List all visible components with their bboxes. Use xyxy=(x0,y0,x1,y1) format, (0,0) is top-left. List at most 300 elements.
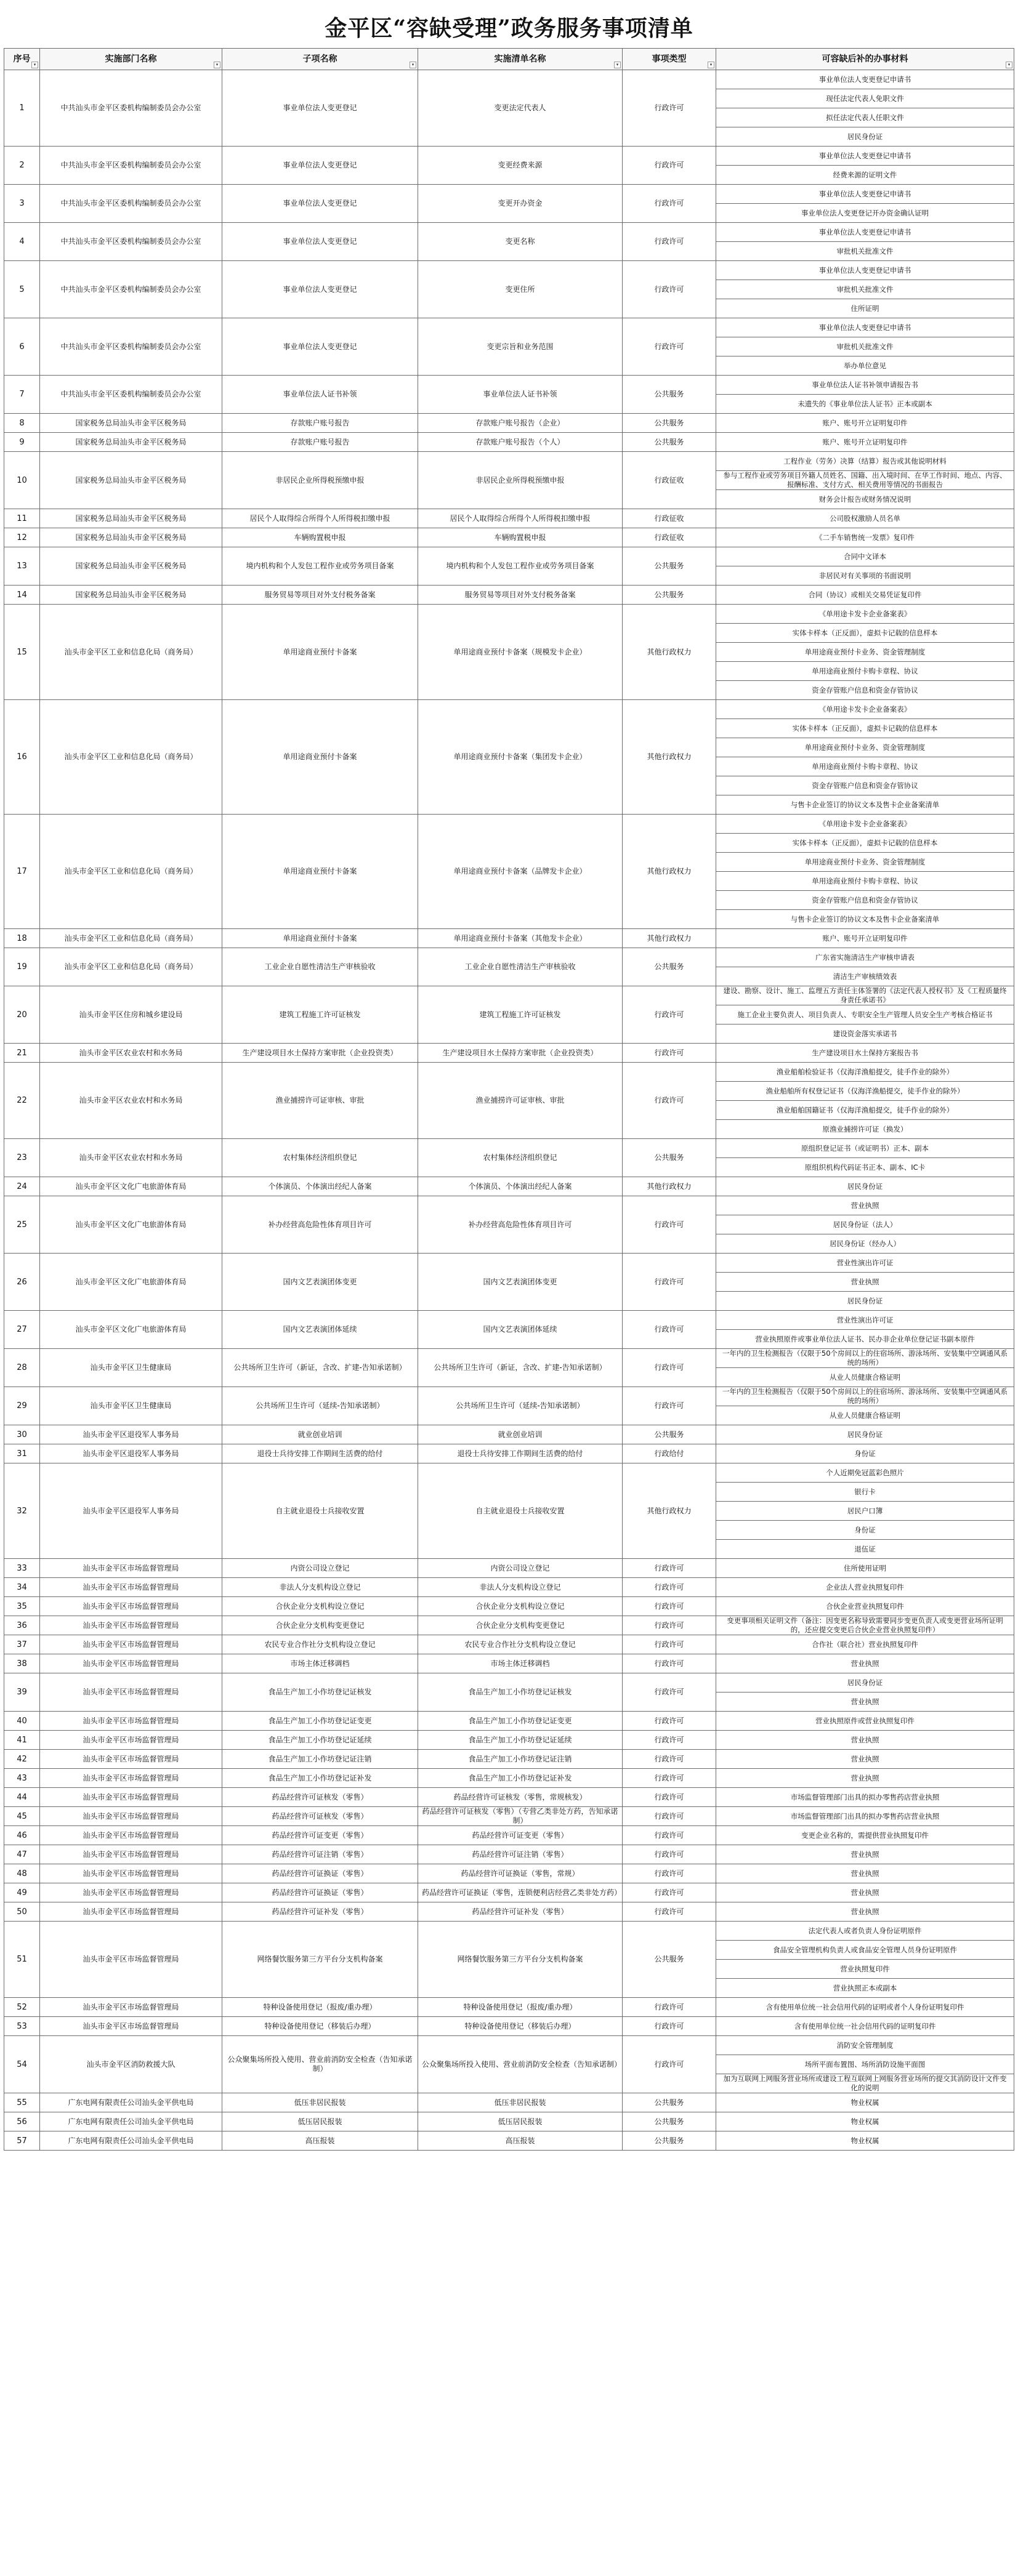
row-material: 财务会计报告或财务情况说明 xyxy=(716,490,1014,509)
row-material: 《单用途卡发卡企业备案表》 xyxy=(716,605,1014,624)
row-department: 国家税务总局汕头市金平区税务局 xyxy=(40,509,222,528)
row-seq: 54 xyxy=(4,2036,40,2093)
row-material: 实体卡样本（正反面），虚拟卡记载的信息样本 xyxy=(716,834,1014,853)
row-type: 行政许可 xyxy=(623,1196,716,1254)
table-row xyxy=(4,1196,1014,1215)
row-sub-item: 存款账户账号报告 xyxy=(222,414,418,433)
table-row xyxy=(4,1578,1014,1597)
table-row xyxy=(4,1654,1014,1673)
row-department: 汕头市金平区市场监督管理局 xyxy=(40,1635,222,1654)
row-list-item: 单用途商业预付卡备案（品牌发卡企业） xyxy=(418,815,623,929)
row-sub-item: 食品生产加工小作坊登记证变更 xyxy=(222,1712,418,1731)
row-type: 公共服务 xyxy=(623,1922,716,1998)
row-type: 其他行政权力 xyxy=(623,605,716,700)
row-department: 广东电网有限责任公司汕头金平供电局 xyxy=(40,2112,222,2131)
row-sub-item: 事业单位法人变更登记 xyxy=(222,261,418,318)
row-seq: 49 xyxy=(4,1883,40,1902)
row-seq: 41 xyxy=(4,1731,40,1750)
table-row xyxy=(4,1883,1014,1902)
row-material: 审批机关批准文件 xyxy=(716,242,1014,261)
row-sub-item: 药品经营许可证换证（零售） xyxy=(222,1864,418,1883)
table-row xyxy=(4,2131,1014,2151)
row-type: 行政许可 xyxy=(623,1864,716,1883)
row-material: 单用途商业预付卡业务、资金管理制度 xyxy=(716,738,1014,757)
row-material: 合伙企业营业执照复印件 xyxy=(716,1597,1014,1616)
row-sub-item: 退役士兵待安排工作期间生活费的给付 xyxy=(222,1444,418,1463)
row-sub-item: 合伙企业分支机构设立登记 xyxy=(222,1597,418,1616)
row-department: 汕头市金平区工业和信息化局（商务局） xyxy=(40,929,222,948)
row-list-item: 食品生产加工小作坊登记证延续 xyxy=(418,1731,623,1750)
row-material: 营业执照正本或副本 xyxy=(716,1979,1014,1998)
row-sub-item: 食品生产加工小作坊登记证补发 xyxy=(222,1769,418,1788)
row-list-item: 建筑工程施工许可证核发 xyxy=(418,986,623,1044)
row-sub-item: 食品生产加工小作坊登记证注销 xyxy=(222,1750,418,1769)
row-sub-item: 药品经营许可证核发（零售） xyxy=(222,1807,418,1826)
row-seq: 46 xyxy=(4,1826,40,1845)
row-material: 审批机关批准文件 xyxy=(716,337,1014,356)
row-material: 单用途商业预付卡购卡章程、协议 xyxy=(716,872,1014,891)
row-type: 行政征收 xyxy=(623,509,716,528)
row-type: 行政许可 xyxy=(623,1559,716,1578)
table-row xyxy=(4,528,1014,547)
row-seq: 19 xyxy=(4,948,40,986)
filter-dropdown-icon[interactable]: ▾ xyxy=(31,62,38,68)
row-material: 《单用途卡发卡企业备案表》 xyxy=(716,700,1014,719)
row-type: 公共服务 xyxy=(623,2112,716,2131)
filter-dropdown-icon[interactable]: ▾ xyxy=(410,62,416,68)
row-material: 含有使用单位统一社会信用代码的证明复印件 xyxy=(716,2017,1014,2036)
table-row xyxy=(4,1750,1014,1769)
row-material: 经费来源的证明文件 xyxy=(716,166,1014,185)
row-seq: 55 xyxy=(4,2093,40,2112)
row-material: 营业执照 xyxy=(716,1845,1014,1864)
row-material: 居民身份证 xyxy=(716,1177,1014,1196)
row-sub-item: 低压非居民报装 xyxy=(222,2093,418,2112)
row-type: 行政许可 xyxy=(623,261,716,318)
row-type: 公共服务 xyxy=(623,1425,716,1444)
row-material: 资金存管账户信息和资金存管协议 xyxy=(716,681,1014,700)
row-list-item: 国内文艺表演团体延续 xyxy=(418,1311,623,1349)
row-sub-item: 事业单位法人变更登记 xyxy=(222,185,418,223)
row-department: 国家税务总局汕头市金平区税务局 xyxy=(40,586,222,605)
row-type: 行政许可 xyxy=(623,185,716,223)
row-material: 营业执照 xyxy=(716,1883,1014,1902)
row-department: 中共汕头市金平区委机构编制委员会办公室 xyxy=(40,261,222,318)
header-department: 实施部门名称 ▾ xyxy=(40,49,222,70)
row-seq: 44 xyxy=(4,1788,40,1807)
row-material: 法定代表人或者负责人身份证明原件 xyxy=(716,1922,1014,1941)
row-seq: 27 xyxy=(4,1311,40,1349)
row-seq: 53 xyxy=(4,2017,40,2036)
row-list-item: 补办经营高危险性体育项目许可 xyxy=(418,1196,623,1254)
row-seq: 1 xyxy=(4,70,40,147)
row-list-item: 特种设备使用登记（移装后办理） xyxy=(418,2017,623,2036)
row-list-item: 合伙企业分支机构变更登记 xyxy=(418,1616,623,1635)
row-seq: 8 xyxy=(4,414,40,433)
table-row xyxy=(4,586,1014,605)
row-list-item: 低压居民报装 xyxy=(418,2112,623,2131)
row-department: 汕头市金平区市场监督管理局 xyxy=(40,1731,222,1750)
row-material: 单用途商业预付卡业务、资金管理制度 xyxy=(716,853,1014,872)
row-sub-item: 国内文艺表演团体延续 xyxy=(222,1311,418,1349)
row-seq: 22 xyxy=(4,1063,40,1139)
row-material: 退伍证 xyxy=(716,1540,1014,1559)
row-material: 居民户口簿 xyxy=(716,1502,1014,1521)
row-seq: 4 xyxy=(4,223,40,261)
row-type: 行政许可 xyxy=(623,2036,716,2093)
row-department: 汕头市金平区退役军人事务局 xyxy=(40,1463,222,1559)
row-seq: 56 xyxy=(4,2112,40,2131)
row-department: 国家税务总局汕头市金平区税务局 xyxy=(40,414,222,433)
row-sub-item: 事业单位法人变更登记 xyxy=(222,70,418,147)
row-seq: 12 xyxy=(4,528,40,547)
row-seq: 6 xyxy=(4,318,40,376)
row-material: 加为互联网上网服务营业场所或建设工程互联网上网服务营业场所的提交其消防设计文件变化的说明 xyxy=(716,2074,1014,2093)
row-department: 汕头市金平区市场监督管理局 xyxy=(40,1883,222,1902)
row-material: 合作社（联合社）营业执照复印件 xyxy=(716,1635,1014,1654)
row-material: 物业权属 xyxy=(716,2131,1014,2151)
row-material: 资金存管账户信息和资金存管协议 xyxy=(716,891,1014,910)
row-department: 汕头市金平区市场监督管理局 xyxy=(40,1673,222,1712)
row-material: 广东省实施清洁生产审核申请表 xyxy=(716,948,1014,967)
row-material: 事业单位法人变更登记申请书 xyxy=(716,318,1014,337)
row-list-item: 高压报装 xyxy=(418,2131,623,2151)
row-list-item: 生产建设项目水土保持方案审批（企业投资类） xyxy=(418,1044,623,1063)
row-list-item: 食品生产加工小作坊登记证补发 xyxy=(418,1769,623,1788)
header-sub-item: 子项名称 ▾ xyxy=(222,49,418,70)
table-row xyxy=(4,70,1014,89)
row-type: 行政许可 xyxy=(623,1597,716,1616)
row-department: 汕头市金平区市场监督管理局 xyxy=(40,1807,222,1826)
row-type: 行政许可 xyxy=(623,1673,716,1712)
row-material: 营业执照 xyxy=(716,1273,1014,1292)
row-sub-item: 事业单位法人变更登记 xyxy=(222,318,418,376)
table-row xyxy=(4,986,1014,1005)
row-material: 账户、账号开立证明复印件 xyxy=(716,433,1014,452)
row-list-item: 低压非居民报装 xyxy=(418,2093,623,2112)
row-type: 行政许可 xyxy=(623,1826,716,1845)
row-list-item: 自主就业退役士兵接收安置 xyxy=(418,1463,623,1559)
row-material: 单用途商业预付卡业务、资金管理制度 xyxy=(716,643,1014,662)
row-material: 营业执照 xyxy=(716,1750,1014,1769)
row-sub-item: 药品经营许可证变更（零售） xyxy=(222,1826,418,1845)
table-row xyxy=(4,2036,1014,2055)
table-row xyxy=(4,1712,1014,1731)
row-list-item: 内资公司设立登记 xyxy=(418,1559,623,1578)
row-sub-item: 事业单位法人变更登记 xyxy=(222,147,418,185)
row-seq: 34 xyxy=(4,1578,40,1597)
row-department: 汕头市金平区农业农村和水务局 xyxy=(40,1044,222,1063)
table-row xyxy=(4,1349,1014,1368)
table-row xyxy=(4,929,1014,948)
row-seq: 20 xyxy=(4,986,40,1044)
row-department: 汕头市金平区工业和信息化局（商务局） xyxy=(40,700,222,815)
row-seq: 25 xyxy=(4,1196,40,1254)
row-material: 事业单位法人变更登记申请书 xyxy=(716,147,1014,166)
row-material: 《单用途卡发卡企业备案表》 xyxy=(716,815,1014,834)
row-sub-item: 网络餐饮服务第三方平台分支机构备案 xyxy=(222,1922,418,1998)
row-seq: 33 xyxy=(4,1559,40,1578)
row-sub-item: 合伙企业分支机构变更登记 xyxy=(222,1616,418,1635)
row-department: 汕头市金平区文化广电旅游体育局 xyxy=(40,1254,222,1311)
table-row xyxy=(4,1311,1014,1330)
row-sub-item: 公共场所卫生许可（新证，含改、扩建-告知承诺制） xyxy=(222,1349,418,1387)
row-sub-item: 居民个人取得综合所得个人所得税扣缴申报 xyxy=(222,509,418,528)
row-material: 企业法人营业执照复印件 xyxy=(716,1578,1014,1597)
row-type: 公共服务 xyxy=(623,376,716,414)
row-list-item: 特种设备使用登记（报废/重办理） xyxy=(418,1998,623,2017)
row-material: 渔业船舶所有权登记证书（仅海洋渔船提交，徒手作业的除外） xyxy=(716,1082,1014,1101)
row-seq: 43 xyxy=(4,1769,40,1788)
row-seq: 57 xyxy=(4,2131,40,2151)
table-row xyxy=(4,261,1014,280)
row-sub-item: 车辆购置税申报 xyxy=(222,528,418,547)
row-sub-item: 单用途商业预付卡备案 xyxy=(222,700,418,815)
row-material: 物业权属 xyxy=(716,2093,1014,2112)
row-material: 参与工程作业或劳务项目外籍人员姓名、国籍、出入境时间、在华工作时间、地点、内容、报酬标准、支付方式、相关费用等情况的书面报告 xyxy=(716,471,1014,490)
row-list-item: 药品经营许可证变更（零售） xyxy=(418,1826,623,1845)
row-type: 行政许可 xyxy=(623,1845,716,1864)
row-seq: 48 xyxy=(4,1864,40,1883)
table-row xyxy=(4,318,1014,337)
row-sub-item: 公共场所卫生许可（延续-告知承诺制） xyxy=(222,1387,418,1425)
row-type: 行政许可 xyxy=(623,1063,716,1139)
row-list-item: 药品经营许可证核发（零售）（专营乙类非处方药，告知承诺制） xyxy=(418,1807,623,1826)
row-material: 单用途商业预付卡购卡章程、协议 xyxy=(716,757,1014,776)
row-department: 国家税务总局汕头市金平区税务局 xyxy=(40,528,222,547)
row-sub-item: 农村集体经济组织登记 xyxy=(222,1139,418,1177)
row-sub-item: 个体演员、个体演出经纪人备案 xyxy=(222,1177,418,1196)
row-seq: 40 xyxy=(4,1712,40,1731)
row-type: 行政许可 xyxy=(623,1807,716,1826)
row-type: 公共服务 xyxy=(623,2093,716,2112)
row-material: 居民身份证 xyxy=(716,127,1014,147)
row-sub-item: 生产建设项目水土保持方案审批（企业投资类） xyxy=(222,1044,418,1063)
row-list-item: 网络餐饮服务第三方平台分支机构备案 xyxy=(418,1922,623,1998)
table-row xyxy=(4,2093,1014,2112)
row-department: 汕头市金平区市场监督管理局 xyxy=(40,1559,222,1578)
row-material: 原渔业捕捞许可证（换发） xyxy=(716,1120,1014,1139)
row-department: 汕头市金平区农业农村和水务局 xyxy=(40,1139,222,1177)
row-material: 事业单位法人变更登记申请书 xyxy=(716,223,1014,242)
row-material: 营业执照原件或营业执照复印件 xyxy=(716,1712,1014,1731)
row-material: 实体卡样本（正反面），虚拟卡记载的信息样本 xyxy=(716,624,1014,643)
row-list-item: 就业创业培训 xyxy=(418,1425,623,1444)
row-list-item: 单用途商业预付卡备案（其他发卡企业） xyxy=(418,929,623,948)
row-list-item: 单用途商业预付卡备案（规模发卡企业） xyxy=(418,605,623,700)
filter-dropdown-icon[interactable]: ▾ xyxy=(708,62,714,68)
row-material: 场所平面布置图、场所消防设施平面图 xyxy=(716,2055,1014,2074)
row-type: 行政许可 xyxy=(623,1387,716,1425)
row-material: 账户、账号开立证明复印件 xyxy=(716,929,1014,948)
row-material: 从业人员健康合格证明 xyxy=(716,1406,1014,1425)
row-material: 建设、勘察、设计、施工、监理五方责任主体签署的《法定代表人授权书》及《工程质量终身责任承诺书》 xyxy=(716,986,1014,1005)
row-material: 居民身份证 xyxy=(716,1673,1014,1693)
row-material: 食品安全管理机构负责人或食品安全管理人员身份证明原件 xyxy=(716,1941,1014,1960)
row-sub-item: 药品经营许可证注销（零售） xyxy=(222,1845,418,1864)
row-seq: 52 xyxy=(4,1998,40,2017)
row-type: 行政许可 xyxy=(623,1883,716,1902)
row-sub-item: 农民专业合作社分支机构设立登记 xyxy=(222,1635,418,1654)
row-material: 一年内的卫生检测报告（仅限于50个房间以上的住宿场所、游泳场所、安装集中空调通风系统的场所） xyxy=(716,1387,1014,1406)
row-material: 与售卡企业签订的协议文本及售卡企业备案清单 xyxy=(716,910,1014,929)
row-material: 与售卡企业签订的协议文本及售卡企业备案清单 xyxy=(716,795,1014,815)
row-list-item: 退役士兵待安排工作期间生活费的给付 xyxy=(418,1444,623,1463)
row-sub-item: 单用途商业预付卡备案 xyxy=(222,815,418,929)
row-list-item: 个体演员、个体演出经纪人备案 xyxy=(418,1177,623,1196)
filter-dropdown-icon[interactable]: ▾ xyxy=(614,62,621,68)
row-type: 行政征收 xyxy=(623,528,716,547)
table-row xyxy=(4,1807,1014,1826)
row-seq: 28 xyxy=(4,1349,40,1387)
filter-dropdown-icon[interactable]: ▾ xyxy=(1006,62,1012,68)
row-material: 居民身份证 xyxy=(716,1292,1014,1311)
row-department: 中共汕头市金平区委机构编制委员会办公室 xyxy=(40,318,222,376)
row-department: 国家税务总局汕头市金平区税务局 xyxy=(40,433,222,452)
row-material: 生产建设项目水土保持方案报告书 xyxy=(716,1044,1014,1063)
table-row xyxy=(4,1635,1014,1654)
row-material: 公司股权激励人员名单 xyxy=(716,509,1014,528)
header-type: 事项类型 ▾ xyxy=(623,49,716,70)
row-material: 营业执照 xyxy=(716,1693,1014,1712)
table-row xyxy=(4,1826,1014,1845)
row-material: 含有使用单位统一社会信用代码的证明或者个人身份证明复印件 xyxy=(716,1998,1014,2017)
row-department: 汕头市金平区市场监督管理局 xyxy=(40,1864,222,1883)
table-row xyxy=(4,1902,1014,1922)
row-list-item: 非居民企业所得税预缴申报 xyxy=(418,452,623,509)
row-material: 居民身份证（法人） xyxy=(716,1215,1014,1234)
row-material: 合同中文译本 xyxy=(716,547,1014,566)
row-type: 其他行政权力 xyxy=(623,1463,716,1559)
row-sub-item: 事业单位法人变更登记 xyxy=(222,223,418,261)
row-type: 行政征收 xyxy=(623,452,716,509)
row-material: 未遗失的《事业单位法人证书》正本或副本 xyxy=(716,395,1014,414)
row-sub-item: 特种设备使用登记（移装后办理） xyxy=(222,2017,418,2036)
row-seq: 42 xyxy=(4,1750,40,1769)
row-seq: 26 xyxy=(4,1254,40,1311)
table-row xyxy=(4,1254,1014,1273)
table-row xyxy=(4,509,1014,528)
row-material: 营业执照复印件 xyxy=(716,1960,1014,1979)
row-list-item: 药品经营许可证补发（零售） xyxy=(418,1902,623,1922)
row-list-item: 食品生产加工小作坊登记证变更 xyxy=(418,1712,623,1731)
row-seq: 35 xyxy=(4,1597,40,1616)
row-department: 汕头市金平区市场监督管理局 xyxy=(40,1998,222,2017)
row-list-item: 境内机构和个人发包工程作业或劳务项目备案 xyxy=(418,547,623,586)
row-sub-item: 建筑工程施工许可证核发 xyxy=(222,986,418,1044)
row-list-item: 食品生产加工小作坊登记证注销 xyxy=(418,1750,623,1769)
row-seq: 2 xyxy=(4,147,40,185)
row-material: 营业性演出许可证 xyxy=(716,1311,1014,1330)
table-row xyxy=(4,433,1014,452)
row-material: 消防安全管理制度 xyxy=(716,2036,1014,2055)
row-department: 汕头市金平区卫生健康局 xyxy=(40,1349,222,1387)
row-material: 《二手车销售统一发票》复印件 xyxy=(716,528,1014,547)
row-list-item: 药品经营许可证换证（零售，连锁便利店经营乙类非处方药） xyxy=(418,1883,623,1902)
row-type: 行政许可 xyxy=(623,1044,716,1063)
row-type: 行政许可 xyxy=(623,1750,716,1769)
row-type: 行政许可 xyxy=(623,1788,716,1807)
row-list-item: 公众聚集场所投入使用、营业前消防安全检查（告知承诺制） xyxy=(418,2036,623,2093)
row-list-item: 农村集体经济组织登记 xyxy=(418,1139,623,1177)
row-material: 施工企业主要负责人、项目负责人、专职安全生产管理人员安全生产考核合格证书 xyxy=(716,1005,1014,1024)
row-type: 行政许可 xyxy=(623,1578,716,1597)
row-material: 渔业船舶检验证书（仅海洋渔船提交，徒手作业的除外） xyxy=(716,1063,1014,1082)
service-table xyxy=(4,48,1014,2151)
table-row xyxy=(4,1998,1014,2017)
row-department: 汕头市金平区市场监督管理局 xyxy=(40,1788,222,1807)
row-list-item: 合伙企业分支机构设立登记 xyxy=(418,1597,623,1616)
table-row xyxy=(4,605,1014,624)
header-list-item: 实施清单名称 ▾ xyxy=(418,49,623,70)
table-row xyxy=(4,1463,1014,1483)
table-row xyxy=(4,1177,1014,1196)
table-row xyxy=(4,1845,1014,1864)
table-row xyxy=(4,1063,1014,1082)
table-row xyxy=(4,1673,1014,1693)
row-type: 公共服务 xyxy=(623,433,716,452)
row-department: 国家税务总局汕头市金平区税务局 xyxy=(40,452,222,509)
row-type: 行政许可 xyxy=(623,1902,716,1922)
row-list-item: 农民专业合作社分支机构设立登记 xyxy=(418,1635,623,1654)
row-type: 其他行政权力 xyxy=(623,700,716,815)
row-material: 营业执照 xyxy=(716,1654,1014,1673)
row-material: 非居民对有关事项的书面说明 xyxy=(716,566,1014,586)
row-material: 住所证明 xyxy=(716,299,1014,318)
row-material: 账户、账号开立证明复印件 xyxy=(716,414,1014,433)
row-sub-item: 补办经营高危险性体育项目许可 xyxy=(222,1196,418,1254)
row-seq: 21 xyxy=(4,1044,40,1063)
row-type: 行政给付 xyxy=(623,1444,716,1463)
row-sub-item: 药品经营许可证换证（零售） xyxy=(222,1883,418,1902)
table-row xyxy=(4,1559,1014,1578)
row-material: 营业执照 xyxy=(716,1902,1014,1922)
row-department: 汕头市金平区消防救援大队 xyxy=(40,2036,222,2093)
row-department: 汕头市金平区市场监督管理局 xyxy=(40,1902,222,1922)
row-material: 事业单位法人变更登记开办资金确认证明 xyxy=(716,204,1014,223)
row-type: 公共服务 xyxy=(623,948,716,986)
row-list-item: 市场主体迁移调档 xyxy=(418,1654,623,1673)
row-material: 清洁生产审核绩效表 xyxy=(716,967,1014,986)
row-type: 行政许可 xyxy=(623,318,716,376)
row-department: 汕头市金平区市场监督管理局 xyxy=(40,1845,222,1864)
row-material: 事业单位法人变更登记申请书 xyxy=(716,185,1014,204)
row-type: 公共服务 xyxy=(623,547,716,586)
row-seq: 45 xyxy=(4,1807,40,1826)
row-material: 身份证 xyxy=(716,1521,1014,1540)
row-type: 公共服务 xyxy=(623,1139,716,1177)
row-material: 建设资金落实承诺书 xyxy=(716,1024,1014,1044)
table-row xyxy=(4,376,1014,395)
row-sub-item: 单用途商业预付卡备案 xyxy=(222,605,418,700)
row-list-item: 药品经营许可证核发（零售，常规核发） xyxy=(418,1788,623,1807)
row-material: 居民身份证 xyxy=(716,1425,1014,1444)
table-row xyxy=(4,1444,1014,1463)
row-seq: 3 xyxy=(4,185,40,223)
row-list-item: 公共场所卫生许可（延续-告知承诺制） xyxy=(418,1387,623,1425)
row-material: 拟任法定代表人任职文件 xyxy=(716,108,1014,127)
row-department: 汕头市金平区农业农村和水务局 xyxy=(40,1063,222,1139)
row-seq: 13 xyxy=(4,547,40,586)
filter-dropdown-icon[interactable]: ▾ xyxy=(214,62,220,68)
row-material: 原组织机构代码证书正本、副本、IC卡 xyxy=(716,1158,1014,1177)
row-material: 现任法定代表人免职文件 xyxy=(716,89,1014,108)
row-list-item: 药品经营许可证注销（零售） xyxy=(418,1845,623,1864)
row-list-item: 存款账户账号报告（企业） xyxy=(418,414,623,433)
row-seq: 36 xyxy=(4,1616,40,1635)
row-seq: 9 xyxy=(4,433,40,452)
row-material: 物业权属 xyxy=(716,2112,1014,2131)
